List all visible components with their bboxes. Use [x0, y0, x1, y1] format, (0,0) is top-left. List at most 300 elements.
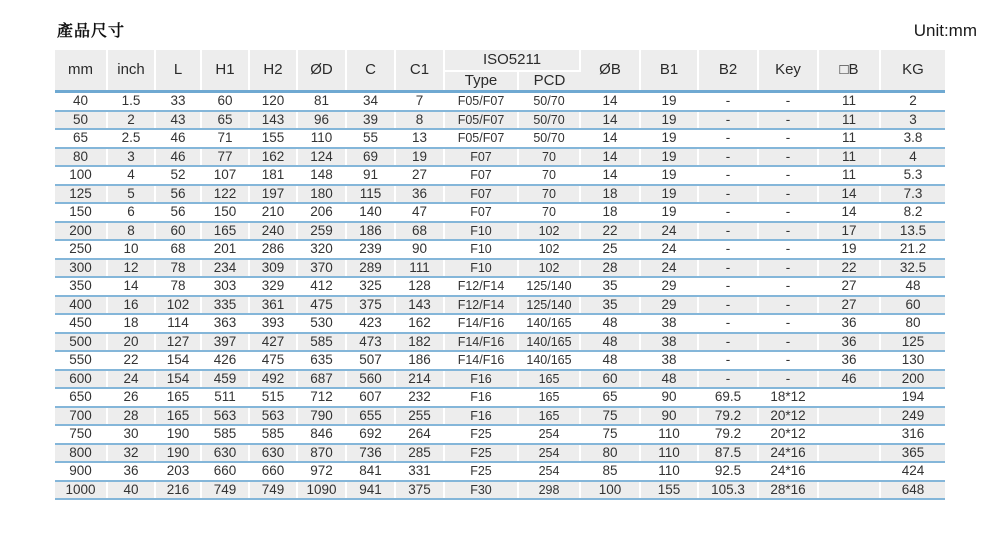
cell-h1: 630 — [201, 444, 249, 463]
cell-h1: 234 — [201, 259, 249, 278]
cell-c: 692 — [346, 425, 395, 444]
cell-od: 81 — [297, 92, 346, 111]
col-header-key: Key — [758, 50, 818, 92]
cell-square-b — [818, 444, 880, 463]
cell-inch: 14 — [107, 277, 155, 296]
cell-kg: 32.5 — [880, 259, 945, 278]
table-row — [55, 481, 945, 500]
table-row — [55, 129, 945, 148]
cell-iso-type: F12/F14 — [444, 277, 518, 296]
cell-c1: 47 — [395, 203, 444, 222]
cell-b1: 19 — [640, 129, 698, 148]
cell-mm: 40 — [55, 92, 107, 111]
col-header-inch: inch — [107, 50, 155, 92]
table-row — [55, 240, 945, 259]
cell-l: 52 — [155, 166, 201, 185]
cell-square-b: 14 — [818, 203, 880, 222]
cell-mm: 800 — [55, 444, 107, 463]
cell-inch: 3 — [107, 148, 155, 167]
cell-square-b: 36 — [818, 333, 880, 352]
table-row — [55, 277, 945, 296]
cell-b2: - — [698, 314, 758, 333]
cell-od: 475 — [297, 296, 346, 315]
cell-l: 78 — [155, 259, 201, 278]
cell-iso-pcd: 140/165 — [518, 351, 580, 370]
cell-b2: - — [698, 296, 758, 315]
cell-key: - — [758, 259, 818, 278]
cell-c1: 331 — [395, 462, 444, 481]
cell-od: 412 — [297, 277, 346, 296]
cell-key: - — [758, 111, 818, 130]
cell-h1: 77 — [201, 148, 249, 167]
cell-b2: - — [698, 166, 758, 185]
cell-square-b: 11 — [818, 129, 880, 148]
cell-l: 216 — [155, 481, 201, 500]
cell-od: 585 — [297, 333, 346, 352]
cell-key: 20*12 — [758, 425, 818, 444]
cell-mm: 550 — [55, 351, 107, 370]
cell-mm: 100 — [55, 166, 107, 185]
cell-h1: 459 — [201, 370, 249, 389]
cell-mm: 300 — [55, 259, 107, 278]
cell-inch: 32 — [107, 444, 155, 463]
cell-iso-type: F10 — [444, 259, 518, 278]
table-header — [55, 50, 945, 92]
cell-l: 46 — [155, 148, 201, 167]
cell-b2: - — [698, 351, 758, 370]
cell-mm: 250 — [55, 240, 107, 259]
cell-mm: 700 — [55, 407, 107, 426]
cell-b2: - — [698, 185, 758, 204]
cell-c: 91 — [346, 166, 395, 185]
cell-b1: 38 — [640, 333, 698, 352]
cell-l: 102 — [155, 296, 201, 315]
table-row — [55, 351, 945, 370]
cell-h1: 107 — [201, 166, 249, 185]
cell-c1: 375 — [395, 481, 444, 500]
cell-iso-type: F30 — [444, 481, 518, 500]
col-header-ob: ØB — [580, 50, 640, 92]
cell-kg: 365 — [880, 444, 945, 463]
cell-c1: 7 — [395, 92, 444, 111]
cell-c: 607 — [346, 388, 395, 407]
cell-ob: 35 — [580, 296, 640, 315]
cell-c: 289 — [346, 259, 395, 278]
cell-iso-pcd: 70 — [518, 166, 580, 185]
cell-h1: 749 — [201, 481, 249, 500]
cell-l: 190 — [155, 444, 201, 463]
cell-od: 635 — [297, 351, 346, 370]
cell-iso-pcd: 70 — [518, 203, 580, 222]
cell-kg: 2 — [880, 92, 945, 111]
cell-key: 20*12 — [758, 407, 818, 426]
cell-mm: 400 — [55, 296, 107, 315]
cell-l: 46 — [155, 129, 201, 148]
table-row — [55, 203, 945, 222]
cell-l: 203 — [155, 462, 201, 481]
cell-iso-type: F07 — [444, 203, 518, 222]
cell-b2: 69.5 — [698, 388, 758, 407]
cell-l: 154 — [155, 370, 201, 389]
cell-h1: 165 — [201, 222, 249, 241]
cell-h2: 240 — [249, 222, 297, 241]
cell-inch: 6 — [107, 203, 155, 222]
cell-kg: 3.8 — [880, 129, 945, 148]
cell-iso-pcd: 50/70 — [518, 129, 580, 148]
cell-iso-type: F16 — [444, 407, 518, 426]
cell-ob: 28 — [580, 259, 640, 278]
cell-od: 320 — [297, 240, 346, 259]
col-header-c: C — [346, 50, 395, 92]
table-row — [55, 148, 945, 167]
cell-b1: 38 — [640, 351, 698, 370]
cell-mm: 750 — [55, 425, 107, 444]
cell-od: 259 — [297, 222, 346, 241]
cell-h2: 197 — [249, 185, 297, 204]
cell-square-b: 11 — [818, 148, 880, 167]
cell-square-b — [818, 388, 880, 407]
cell-square-b — [818, 425, 880, 444]
table-row — [55, 370, 945, 389]
cell-iso-pcd: 125/140 — [518, 277, 580, 296]
cell-iso-type: F05/F07 — [444, 129, 518, 148]
cell-b2: - — [698, 240, 758, 259]
cell-c1: 111 — [395, 259, 444, 278]
table-row — [55, 185, 945, 204]
cell-c: 841 — [346, 462, 395, 481]
dimension-table — [55, 50, 945, 500]
cell-b2: - — [698, 148, 758, 167]
cell-c: 423 — [346, 314, 395, 333]
cell-iso-pcd: 298 — [518, 481, 580, 500]
cell-key: - — [758, 296, 818, 315]
cell-iso-type: F25 — [444, 444, 518, 463]
cell-od: 206 — [297, 203, 346, 222]
cell-inch: 2 — [107, 111, 155, 130]
cell-iso-pcd: 70 — [518, 185, 580, 204]
cell-c1: 182 — [395, 333, 444, 352]
cell-c: 473 — [346, 333, 395, 352]
cell-h2: 181 — [249, 166, 297, 185]
cell-h1: 65 — [201, 111, 249, 130]
cell-h2: 155 — [249, 129, 297, 148]
cell-l: 43 — [155, 111, 201, 130]
cell-c: 560 — [346, 370, 395, 389]
cell-od: 370 — [297, 259, 346, 278]
cell-mm: 150 — [55, 203, 107, 222]
cell-b2: - — [698, 370, 758, 389]
table-row — [55, 333, 945, 352]
table-row — [55, 111, 945, 130]
col-header-h2: H2 — [249, 50, 297, 92]
cell-h1: 335 — [201, 296, 249, 315]
cell-square-b: 11 — [818, 166, 880, 185]
cell-c: 39 — [346, 111, 395, 130]
cell-h2: 120 — [249, 92, 297, 111]
cell-l: 114 — [155, 314, 201, 333]
cell-mm: 500 — [55, 333, 107, 352]
table-body — [55, 92, 945, 500]
cell-inch: 10 — [107, 240, 155, 259]
table-row — [55, 222, 945, 241]
cell-b1: 19 — [640, 203, 698, 222]
cell-b1: 19 — [640, 92, 698, 111]
cell-b2: - — [698, 333, 758, 352]
cell-l: 68 — [155, 240, 201, 259]
cell-h2: 492 — [249, 370, 297, 389]
cell-mm: 65 — [55, 129, 107, 148]
col-header-b2: B2 — [698, 50, 758, 92]
cell-iso-type: F25 — [444, 462, 518, 481]
cell-c1: 255 — [395, 407, 444, 426]
cell-od: 846 — [297, 425, 346, 444]
cell-h1: 122 — [201, 185, 249, 204]
cell-inch: 20 — [107, 333, 155, 352]
cell-ob: 65 — [580, 388, 640, 407]
cell-iso-pcd: 254 — [518, 462, 580, 481]
cell-h1: 150 — [201, 203, 249, 222]
cell-b2: 79.2 — [698, 407, 758, 426]
cell-h1: 201 — [201, 240, 249, 259]
cell-inch: 2.5 — [107, 129, 155, 148]
cell-inch: 16 — [107, 296, 155, 315]
cell-h2: 630 — [249, 444, 297, 463]
cell-ob: 22 — [580, 222, 640, 241]
cell-iso-pcd: 125/140 — [518, 296, 580, 315]
cell-key: 24*16 — [758, 462, 818, 481]
cell-b2: 105.3 — [698, 481, 758, 500]
cell-h1: 511 — [201, 388, 249, 407]
cell-c: 941 — [346, 481, 395, 500]
cell-h2: 143 — [249, 111, 297, 130]
cell-square-b — [818, 407, 880, 426]
col-header-l: L — [155, 50, 201, 92]
cell-kg: 4 — [880, 148, 945, 167]
cell-b1: 110 — [640, 444, 698, 463]
cell-c1: 143 — [395, 296, 444, 315]
cell-c: 325 — [346, 277, 395, 296]
cell-iso-type: F07 — [444, 166, 518, 185]
cell-h1: 397 — [201, 333, 249, 352]
cell-inch: 18 — [107, 314, 155, 333]
table-row — [55, 462, 945, 481]
cell-c: 115 — [346, 185, 395, 204]
cell-b1: 90 — [640, 388, 698, 407]
cell-key: - — [758, 203, 818, 222]
cell-square-b: 27 — [818, 296, 880, 315]
cell-iso-pcd: 70 — [518, 148, 580, 167]
cell-b1: 110 — [640, 425, 698, 444]
cell-kg: 21.2 — [880, 240, 945, 259]
cell-inch: 36 — [107, 462, 155, 481]
col-header-square-b: □B — [818, 50, 880, 92]
cell-iso-type: F14/F16 — [444, 333, 518, 352]
table-row — [55, 314, 945, 333]
cell-l: 56 — [155, 185, 201, 204]
col-header-kg: KG — [880, 50, 945, 92]
cell-b1: 19 — [640, 111, 698, 130]
cell-b2: - — [698, 129, 758, 148]
table-row — [55, 388, 945, 407]
cell-l: 190 — [155, 425, 201, 444]
cell-iso-pcd: 165 — [518, 407, 580, 426]
cell-h2: 749 — [249, 481, 297, 500]
cell-iso-type: F07 — [444, 148, 518, 167]
cell-h2: 210 — [249, 203, 297, 222]
cell-c1: 285 — [395, 444, 444, 463]
cell-c: 507 — [346, 351, 395, 370]
cell-inch: 22 — [107, 351, 155, 370]
cell-c1: 186 — [395, 351, 444, 370]
cell-square-b: 11 — [818, 111, 880, 130]
cell-inch: 30 — [107, 425, 155, 444]
cell-iso-pcd: 165 — [518, 388, 580, 407]
cell-b2: 79.2 — [698, 425, 758, 444]
cell-iso-pcd: 50/70 — [518, 111, 580, 130]
cell-square-b — [818, 462, 880, 481]
cell-od: 972 — [297, 462, 346, 481]
cell-mm: 450 — [55, 314, 107, 333]
cell-mm: 600 — [55, 370, 107, 389]
table-row — [55, 92, 945, 111]
table-row — [55, 296, 945, 315]
cell-h2: 162 — [249, 148, 297, 167]
cell-ob: 14 — [580, 148, 640, 167]
cell-iso-pcd: 102 — [518, 222, 580, 241]
cell-square-b: 11 — [818, 92, 880, 111]
cell-mm: 900 — [55, 462, 107, 481]
cell-kg: 80 — [880, 314, 945, 333]
cell-h1: 585 — [201, 425, 249, 444]
cell-od: 1090 — [297, 481, 346, 500]
table-row — [55, 259, 945, 278]
cell-c: 186 — [346, 222, 395, 241]
cell-c: 55 — [346, 129, 395, 148]
cell-c: 34 — [346, 92, 395, 111]
cell-b2: - — [698, 277, 758, 296]
table-row — [55, 407, 945, 426]
cell-square-b: 22 — [818, 259, 880, 278]
cell-key: - — [758, 240, 818, 259]
cell-c1: 13 — [395, 129, 444, 148]
cell-key: 18*12 — [758, 388, 818, 407]
cell-kg: 648 — [880, 481, 945, 500]
cell-mm: 50 — [55, 111, 107, 130]
cell-od: 530 — [297, 314, 346, 333]
cell-mm: 1000 — [55, 481, 107, 500]
cell-ob: 14 — [580, 129, 640, 148]
cell-ob: 25 — [580, 240, 640, 259]
cell-h2: 286 — [249, 240, 297, 259]
cell-h2: 515 — [249, 388, 297, 407]
cell-iso-pcd: 140/165 — [518, 333, 580, 352]
cell-kg: 7.3 — [880, 185, 945, 204]
cell-c: 239 — [346, 240, 395, 259]
cell-b1: 29 — [640, 296, 698, 315]
cell-b2: - — [698, 222, 758, 241]
cell-b1: 155 — [640, 481, 698, 500]
col-header-iso5211-group: ISO5211 — [444, 50, 580, 71]
cell-ob: 18 — [580, 203, 640, 222]
cell-ob: 35 — [580, 277, 640, 296]
cell-b1: 110 — [640, 462, 698, 481]
cell-iso-type: F10 — [444, 240, 518, 259]
cell-ob: 85 — [580, 462, 640, 481]
cell-kg: 130 — [880, 351, 945, 370]
cell-ob: 14 — [580, 166, 640, 185]
col-header-mm: mm — [55, 50, 107, 92]
cell-kg: 424 — [880, 462, 945, 481]
cell-inch: 24 — [107, 370, 155, 389]
cell-ob: 48 — [580, 351, 640, 370]
cell-ob: 75 — [580, 407, 640, 426]
cell-inch: 26 — [107, 388, 155, 407]
cell-iso-type: F16 — [444, 370, 518, 389]
cell-square-b: 27 — [818, 277, 880, 296]
cell-od: 96 — [297, 111, 346, 130]
cell-key: - — [758, 185, 818, 204]
cell-iso-pcd: 254 — [518, 444, 580, 463]
cell-inch: 40 — [107, 481, 155, 500]
page-title: 產品尺寸 — [57, 23, 126, 40]
cell-h1: 660 — [201, 462, 249, 481]
cell-kg: 8.2 — [880, 203, 945, 222]
cell-c: 69 — [346, 148, 395, 167]
cell-key: - — [758, 277, 818, 296]
cell-l: 60 — [155, 222, 201, 241]
cell-iso-type: F05/F07 — [444, 92, 518, 111]
cell-c1: 68 — [395, 222, 444, 241]
cell-key: - — [758, 370, 818, 389]
cell-key: 28*16 — [758, 481, 818, 500]
cell-l: 154 — [155, 351, 201, 370]
cell-ob: 75 — [580, 425, 640, 444]
cell-od: 180 — [297, 185, 346, 204]
cell-b1: 90 — [640, 407, 698, 426]
cell-od: 110 — [297, 129, 346, 148]
cell-b2: 87.5 — [698, 444, 758, 463]
cell-b2: - — [698, 111, 758, 130]
cell-kg: 249 — [880, 407, 945, 426]
cell-inch: 8 — [107, 222, 155, 241]
col-header-c1: C1 — [395, 50, 444, 92]
cell-square-b: 14 — [818, 185, 880, 204]
cell-od: 870 — [297, 444, 346, 463]
cell-ob: 80 — [580, 444, 640, 463]
title-bar — [57, 18, 977, 41]
cell-mm: 125 — [55, 185, 107, 204]
cell-h1: 60 — [201, 92, 249, 111]
cell-b2: - — [698, 92, 758, 111]
cell-iso-type: F12/F14 — [444, 296, 518, 315]
cell-square-b: 36 — [818, 351, 880, 370]
cell-b2: - — [698, 203, 758, 222]
cell-mm: 200 — [55, 222, 107, 241]
cell-key: - — [758, 314, 818, 333]
cell-kg: 3 — [880, 111, 945, 130]
cell-h1: 303 — [201, 277, 249, 296]
cell-iso-type: F10 — [444, 222, 518, 241]
cell-square-b — [818, 481, 880, 500]
cell-c: 655 — [346, 407, 395, 426]
cell-ob: 14 — [580, 92, 640, 111]
cell-h1: 563 — [201, 407, 249, 426]
cell-b2: - — [698, 259, 758, 278]
cell-h2: 309 — [249, 259, 297, 278]
cell-b1: 19 — [640, 166, 698, 185]
cell-kg: 60 — [880, 296, 945, 315]
cell-b1: 48 — [640, 370, 698, 389]
